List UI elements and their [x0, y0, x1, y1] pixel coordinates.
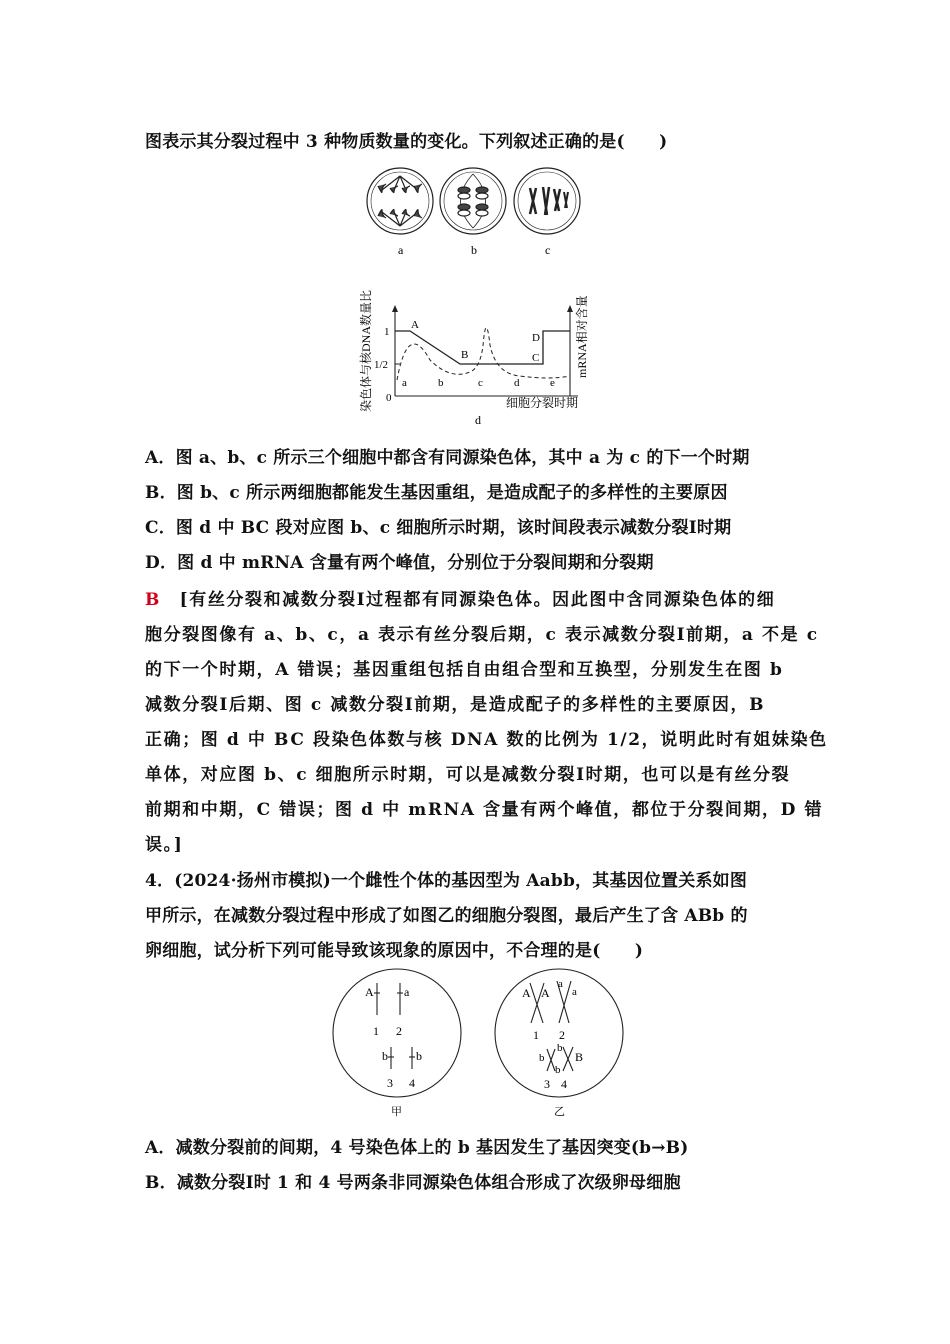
point-D: D: [532, 332, 540, 344]
yi-gene-b1: b: [539, 1052, 545, 1064]
point-A: A: [411, 319, 419, 331]
tick-1: 1: [384, 326, 390, 338]
jia-num-2: 2: [396, 1024, 402, 1038]
jia-gene-b3: b: [382, 1049, 388, 1063]
explanation-line-2: 胞分裂图像有 a、b、c，a 表示有丝分裂后期，c 表示减数分裂Ⅰ前期，a 不是 c: [145, 625, 819, 645]
explanation-line-8: 误。]: [145, 835, 184, 855]
figure-jia-yi: [325, 965, 645, 1125]
explanation-line-5: 正确；图 d 中 BC 段染色体数与核 DNA 数的比例为 1/2，说明此时有姐妹染色: [145, 730, 828, 750]
explanation-line-1: [145, 585, 810, 610]
explanation-line-3: 的下一个时期，A 错误；基因重组包括自由组合型和互换型，分别发生在图 b: [145, 660, 784, 680]
explanation-line-7: 前期和中期，C 错误；图 d 中 mRNA 含量有两个峰值，都位于分裂间期，D 错: [145, 800, 824, 820]
q4-option-A: A．减数分裂前的间期，4 号染色体上的 b 基因发生了基因突变(b→B): [145, 1138, 689, 1158]
period-b: b: [438, 377, 444, 389]
yi-caption: 乙: [554, 1106, 565, 1118]
jia-num-4: 4: [409, 1076, 415, 1090]
cell-c-diagram: [514, 168, 580, 234]
q4-option-B: B．减数分裂Ⅰ时 1 和 4 号两条非同源染色体组合形成了次级卵母细胞: [145, 1173, 681, 1193]
graph-d-label: d: [475, 413, 481, 427]
answer-letter: B: [145, 590, 161, 610]
explanation-line-4: 减数分裂Ⅰ后期、图 c 减数分裂Ⅰ前期，是造成配子的多样性的主要原因，B: [145, 695, 766, 715]
jia-num-3: 3: [387, 1076, 393, 1090]
period-c: c: [478, 377, 483, 389]
yi-num-3: 3: [544, 1077, 550, 1091]
q3-option-C: C．图 d 中 BC 段对应图 b、c 细胞所示时期，该时间段表示减数分裂Ⅰ时期: [145, 518, 732, 538]
jia-caption: 甲: [391, 1106, 402, 1118]
jia-gene-a: a: [404, 985, 410, 999]
tick-half: 1/2: [374, 359, 389, 371]
explanation-text-1: [有丝分裂和减数分裂Ⅰ过程都有同源染色体。因此图中含同源染色体的细: [179, 590, 776, 610]
cell-b-diagram: [440, 168, 506, 234]
yi-num-4: 4: [561, 1077, 567, 1091]
cell-a-label: a: [398, 243, 404, 257]
explanation-line-6: 单体，对应图 b、c 细胞所示时期，可以是减数分裂Ⅰ时期，也可以是有丝分裂: [145, 765, 791, 785]
q4-stem-line-2: 甲所示，在减数分裂过程中形成了如图乙的细胞分裂图，最后产生了含 ABb 的: [145, 906, 748, 926]
y-right-axis-label: mRNA相对含量: [575, 295, 589, 378]
q4-stem-line-1: 4．(2024·扬州市模拟)一个雌性个体的基因型为 Aabb，其基因位置关系如图: [145, 871, 748, 891]
mrna-dashed-line: [397, 328, 570, 380]
period-e: e: [550, 377, 555, 389]
cell-c-label: c: [545, 243, 551, 257]
yi-gene-A2: A: [541, 986, 550, 1000]
figure-cells-and-graph: [340, 160, 600, 430]
point-B: B: [461, 349, 469, 361]
q3-option-D: D．图 d 中 mRNA 含量有两个峰值，分别位于分裂间期和分裂期: [145, 553, 654, 573]
yi-gene-a2: a: [572, 986, 577, 998]
cell-a-diagram: [367, 168, 433, 234]
yi-num-1: 1: [533, 1028, 539, 1042]
x-axis-label: 细胞分裂时期: [506, 396, 579, 410]
q3-option-B: B．图 b、c 所示两细胞都能发生基因重组，是造成配子的多样性的主要原因: [145, 483, 728, 503]
yi-num-2: 2: [559, 1028, 565, 1042]
yi-gene-a1: a: [558, 978, 563, 990]
q3-option-A: A．图 a、b、c 所示三个细胞中都含有同源染色体，其中 a 为 c 的下一个时期: [145, 448, 750, 468]
q4-stem-line-3: 卵细胞，试分析下列可能导致该现象的原因中，不合理的是( ): [145, 941, 644, 961]
yi-gene-b3: b: [555, 1064, 561, 1076]
ratio-line: [395, 331, 525, 364]
period-a: a: [402, 377, 407, 389]
point-C: C: [532, 352, 540, 364]
cell-b-label: b: [471, 243, 477, 257]
y-left-axis-label: 染色体与核DNA数量比: [359, 290, 373, 412]
graph-d: [358, 290, 589, 427]
jia-num-1: 1: [373, 1024, 379, 1038]
yi-gene-A1: A: [522, 986, 531, 1000]
tick-0: 0: [386, 392, 392, 404]
yi-gene-b2: b: [557, 1042, 563, 1054]
jia-gene-b4: b: [416, 1049, 422, 1063]
yi-gene-B: B: [575, 1050, 584, 1064]
period-d: d: [514, 377, 520, 389]
jia-gene-A: A: [365, 985, 374, 999]
question-intro: 图表示其分裂过程中 3 种物质数量的变化。下列叙述正确的是( ): [145, 132, 668, 152]
